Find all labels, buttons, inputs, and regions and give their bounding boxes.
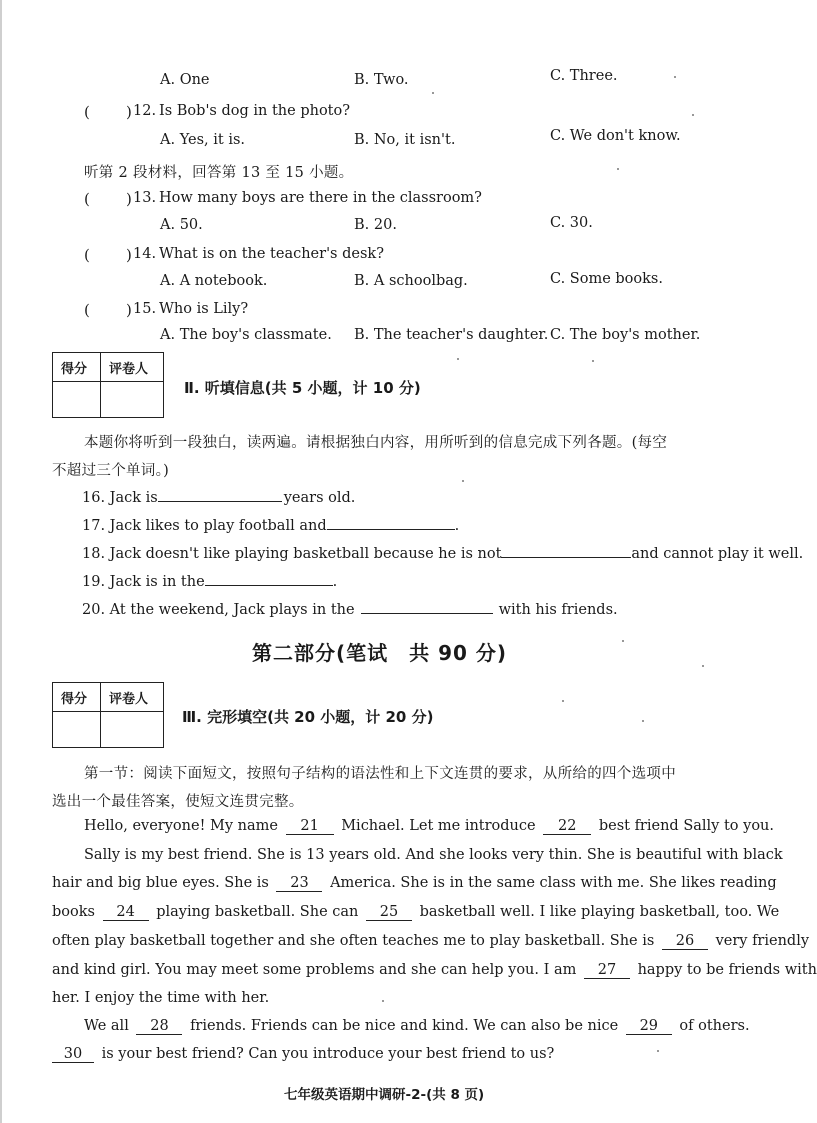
q11-option-b: B. Two. [354, 72, 409, 88]
score-label: 得分 [61, 692, 88, 707]
q20-blank[interactable] [361, 599, 493, 614]
q17-suffix: . [454, 518, 460, 534]
blank-24[interactable]: 24 [103, 904, 149, 921]
q12-option-a: A. Yes, it is. [160, 132, 246, 148]
scan-speck [462, 480, 464, 482]
score-box-section-iii [52, 682, 164, 748]
q19-suffix: . [332, 574, 338, 590]
scan-speck [622, 640, 624, 642]
score-label: 得分 [61, 362, 88, 377]
passage-text: Michael. Let me introduce [341, 818, 536, 834]
q15-option-a: A. The boy's classmate. [160, 327, 332, 343]
q14-text: What is on the teacher's desk? [159, 246, 384, 262]
section-ii-title: Ⅱ. 听填信息(共 5 小题，计 10 分) [184, 379, 421, 397]
q14-paren-close: ) [126, 246, 132, 264]
passage-line-8 [84, 1018, 750, 1035]
section-iii-title: Ⅲ. 完形填空(共 20 小题，计 20 分) [182, 708, 434, 726]
part2-title: 第二部分(笔试 共 90 分) [252, 641, 508, 665]
q17-line [82, 515, 459, 534]
scan-speck [692, 114, 694, 116]
q13-number: 13. [133, 190, 157, 206]
blank-21[interactable]: 21 [286, 818, 334, 835]
listening-part2-intro: 听第 2 段材料，回答第 13 至 15 小题。 [84, 165, 354, 181]
q17-prefix: 17. Jack likes to play football and [82, 518, 327, 534]
passage-text: happy to be friends with [637, 962, 817, 978]
blank-25[interactable]: 25 [366, 904, 412, 921]
q16-line [82, 487, 355, 506]
grader-label: 评卷人 [109, 692, 149, 707]
q20-prefix: 20. At the weekend, Jack plays in the [82, 602, 355, 618]
q13-option-a: A. 50. [160, 217, 203, 233]
scan-speck [457, 358, 459, 360]
passage-text: Sally is my best friend. She is 13 years old. And she looks very thin. She is beautiful with black [84, 847, 783, 863]
passage-line-7 [52, 990, 269, 1006]
q12-paren-open: ( [84, 103, 90, 121]
score-box-section-ii [52, 352, 164, 418]
q14-number: 14. [133, 246, 157, 262]
q13-option-b: B. 20. [354, 217, 397, 233]
scan-speck [432, 92, 434, 94]
blank-30[interactable]: 30 [52, 1046, 94, 1063]
q15-option-b: B. The teacher's daughter. [354, 327, 549, 343]
scan-speck [642, 720, 644, 722]
blank-23[interactable]: 23 [276, 875, 322, 892]
passage-line-3 [52, 875, 777, 892]
passage-text: often play basketball together and she often teaches me to play basketball. She is [52, 933, 655, 949]
scan-speck [702, 665, 704, 667]
passage-line-1 [84, 818, 774, 835]
scan-speck [674, 76, 676, 78]
passage-line-5 [52, 933, 809, 950]
q18-line [82, 543, 803, 562]
passage-line-4 [52, 904, 779, 921]
q18-prefix: 18. Jack doesn't like playing basketball because he is not [82, 546, 502, 562]
section-iii-instruction-line2: 选出一个最佳答案，使短文连贯完整。 [52, 794, 304, 810]
blank-27[interactable]: 27 [584, 962, 630, 979]
q11-option-a: A. One [160, 72, 210, 88]
passage-text: playing basketball. She can [156, 904, 359, 920]
q13-paren-close: ) [126, 190, 132, 208]
q19-line [82, 571, 337, 590]
section-ii-instruction-line2: 不超过三个单词。) [52, 463, 170, 479]
q13-option-c: C. 30. [550, 215, 593, 231]
scan-speck [657, 1050, 659, 1052]
q13-text: How many boys are there in the classroom? [159, 190, 482, 206]
q15-option-c: C. The boy's mother. [550, 327, 701, 343]
q12-option-c: C. We don't know. [550, 128, 681, 144]
blank-22[interactable]: 22 [543, 818, 591, 835]
blank-29[interactable]: 29 [626, 1018, 672, 1035]
q15-text: Who is Lily? [159, 301, 249, 317]
passage-text: her. I enjoy the time with her. [52, 990, 270, 1006]
q16-prefix: 16. Jack is [82, 490, 158, 506]
q12-number: 12. [133, 103, 157, 119]
q14-option-a: A. A notebook. [160, 273, 268, 289]
q13-paren-open: ( [84, 190, 90, 208]
blank-26[interactable]: 26 [662, 933, 708, 950]
scan-speck [382, 1000, 384, 1002]
q15-number: 15. [133, 301, 157, 317]
q19-blank[interactable] [205, 571, 333, 586]
q20-line [82, 599, 618, 618]
q19-prefix: 19. Jack is in the [82, 574, 205, 590]
passage-text: friends. Friends can be nice and kind. We can also be nice [190, 1018, 619, 1034]
q16-suffix: years old. [283, 490, 356, 506]
q14-paren-open: ( [84, 246, 90, 264]
q20-suffix: with his friends. [498, 602, 618, 618]
scan-speck [617, 168, 619, 170]
passage-text: America. She is in the same class with me. She likes reading [330, 875, 777, 891]
q12-option-b: B. No, it isn't. [354, 132, 456, 148]
q18-suffix: and cannot play it well. [631, 546, 804, 562]
passage-text: best friend Sally to you. [598, 818, 775, 834]
q14-option-c: C. Some books. [550, 271, 663, 287]
passage-text: books [52, 904, 95, 920]
passage-line-2 [84, 847, 783, 863]
passage-text: is your best friend? Can you introduce your best friend to us? [101, 1046, 555, 1062]
passage-text: We all [84, 1018, 129, 1034]
passage-text: Hello, everyone! My name [84, 818, 278, 834]
scan-speck [562, 700, 564, 702]
q16-blank[interactable] [158, 487, 282, 502]
passage-line-9 [52, 1046, 554, 1063]
q12-paren-close: ) [126, 103, 132, 121]
section-iii-instruction-line1: 第一节：阅读下面短文，按照句子结构的语法性和上下文连贯的要求，从所给的四个选项中 [84, 766, 676, 782]
passage-text: of others. [679, 1018, 750, 1034]
passage-text: basketball well. I like playing basketball, too. We [419, 904, 780, 920]
passage-text: and kind girl. You may meet some problems and she can help you. I am [52, 962, 577, 978]
passage-text: hair and big blue eyes. She is [52, 875, 269, 891]
q12-text: Is Bob's dog in the photo? [159, 103, 351, 119]
q11-option-c: C. Three. [550, 68, 618, 84]
blank-28[interactable]: 28 [136, 1018, 182, 1035]
q17-blank[interactable] [327, 515, 455, 530]
passage-line-6 [52, 962, 817, 979]
q14-option-b: B. A schoolbag. [354, 273, 468, 289]
q15-paren-open: ( [84, 301, 90, 319]
q18-blank[interactable] [501, 543, 631, 558]
scan-speck [592, 360, 594, 362]
passage-text: very friendly [715, 933, 810, 949]
section-ii-instruction-line1: 本题你将听到一段独白，读两遍。请根据独白内容，用所听到的信息完成下列各题。(每空 [84, 435, 668, 451]
page-footer: 七年级英语期中调研-2-(共 8 页) [284, 1087, 485, 1103]
grader-label: 评卷人 [109, 362, 149, 377]
q15-paren-close: ) [126, 301, 132, 319]
